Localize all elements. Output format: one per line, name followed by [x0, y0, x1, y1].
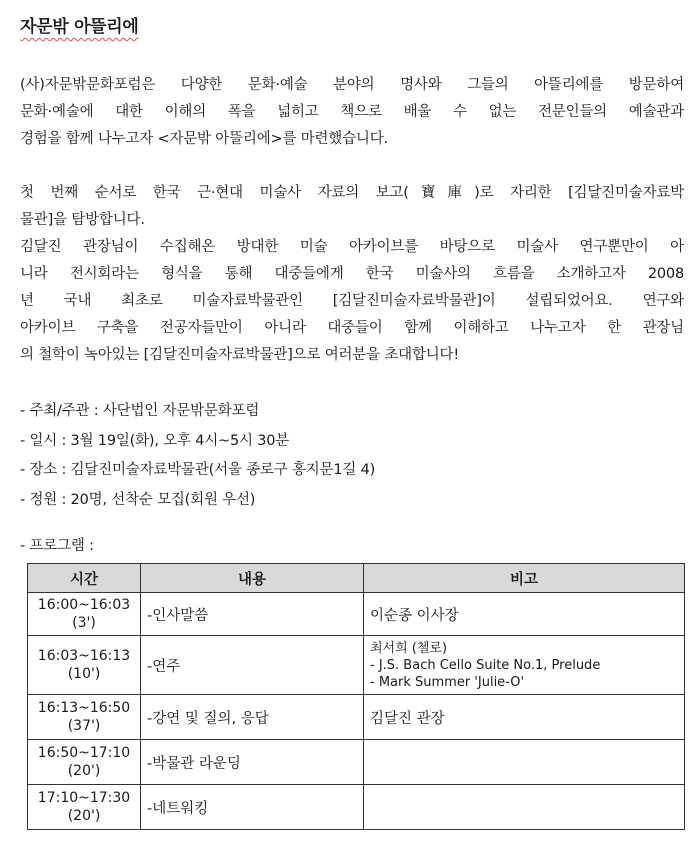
body-line: 김달진 관장님이 수집해온 방대한 미술 아카이브를 바탕으로 미술사 연구뿐만이 아: [20, 239, 684, 255]
event-details: [20, 397, 375, 515]
time-cell: [28, 593, 141, 636]
content-cell: -네트워킹: [141, 785, 364, 830]
note-piece: - Mark Summer 'Julie-O': [370, 674, 525, 690]
table-row: [28, 785, 685, 830]
intro-paragraph: [20, 72, 684, 153]
time-range: 16:13~16:50: [37, 700, 131, 716]
detail-place: - 장소 : 김달진미술자료박물관(서울 종로구 홍지문1길 4): [20, 462, 376, 478]
program-table: [27, 563, 685, 830]
time-cell: [28, 695, 141, 740]
intro-line: 문화·예술에 대한 이해의 폭을 넓히고 책으로 배울 수 없는 전문인들의 예술관과: [20, 104, 684, 120]
time-range: 17:10~17:30: [37, 790, 131, 806]
intro-line: (사)자문밖문화포럼은 다양한 문화·예술 분야의 명사와 그들의 아뜰리에를 방문하여: [20, 77, 684, 93]
time-cell: [28, 785, 141, 830]
body-line: 년 국내 최초로 미술자료박물관인 [김달진미술자료박물관]이 설립되었어요. 연구와: [20, 293, 684, 309]
body-line: 첫 번째 순서로 한국 근·현대 미술사 자료의 보고(寶庫)로 자리한 [김달진미술자료박: [20, 185, 684, 201]
note-cell: [364, 636, 685, 695]
note-piece: - J.S. Bach Cello Suite No.1, Prelude: [370, 657, 601, 673]
table-row: [28, 593, 685, 636]
time-duration: (20'): [67, 763, 101, 779]
body-line: 의 철학이 녹아있는 [김달진미술자료박물관]으로 여러분을 초대합니다!: [20, 347, 459, 363]
table-row: [28, 740, 685, 785]
body-paragraph: [20, 180, 684, 369]
body-line: 니라 전시회라는 형식을 통해 대중들에게 한국 미술사의 흐름을 소개하고자 2008: [20, 266, 684, 282]
time-range: 16:03~16:13: [37, 648, 131, 664]
time-duration: (20'): [67, 808, 101, 824]
program-label: - 프로그램 :: [20, 538, 94, 554]
detail-date: - 일시 : 3월 19일(화), 오후 4시~5시 30분: [20, 432, 290, 449]
table-row: [28, 636, 685, 695]
time-range: 16:00~16:03: [37, 597, 131, 613]
time-cell: [28, 740, 141, 785]
content-cell: -강연 및 질의, 응답: [141, 695, 364, 740]
header-time: 시간: [28, 564, 141, 593]
detail-host: - 주최/주관 : 사단법인 자문밖문화포럼: [20, 403, 260, 419]
note-cell: [364, 785, 685, 830]
note-performer: 최서희 (첼로): [370, 640, 448, 656]
body-line: 물관]을 탐방합니다.: [20, 212, 145, 228]
note-cell: [364, 740, 685, 785]
time-duration: (3'): [72, 615, 96, 631]
table-row: [28, 695, 685, 740]
document-title: 자문밖 아뜰리에: [20, 17, 139, 37]
content-cell: -연주: [141, 636, 364, 695]
content-cell: -인사말씀: [141, 593, 364, 636]
note-cell: 이순종 이사장: [364, 593, 685, 636]
intro-line: 경험을 함께 나누고자 <자문밖 아뜰리에>를 마련했습니다.: [20, 131, 388, 147]
time-duration: (10'): [67, 666, 101, 682]
time-cell: [28, 636, 141, 695]
note-cell: 김달진 관장: [364, 695, 685, 740]
body-line: 아카이브 구축을 전공자들만이 아니라 대중들이 함께 이해하고 나누고자 한 관장님: [20, 320, 684, 336]
header-note: 비고: [364, 564, 685, 593]
time-range: 16:50~17:10: [37, 745, 131, 761]
detail-capacity: - 정원 : 20명, 선착순 모집(회원 우선): [20, 491, 256, 508]
header-content: 내용: [141, 564, 364, 593]
time-duration: (37'): [67, 718, 101, 734]
content-cell: -박물관 라운딩: [141, 740, 364, 785]
